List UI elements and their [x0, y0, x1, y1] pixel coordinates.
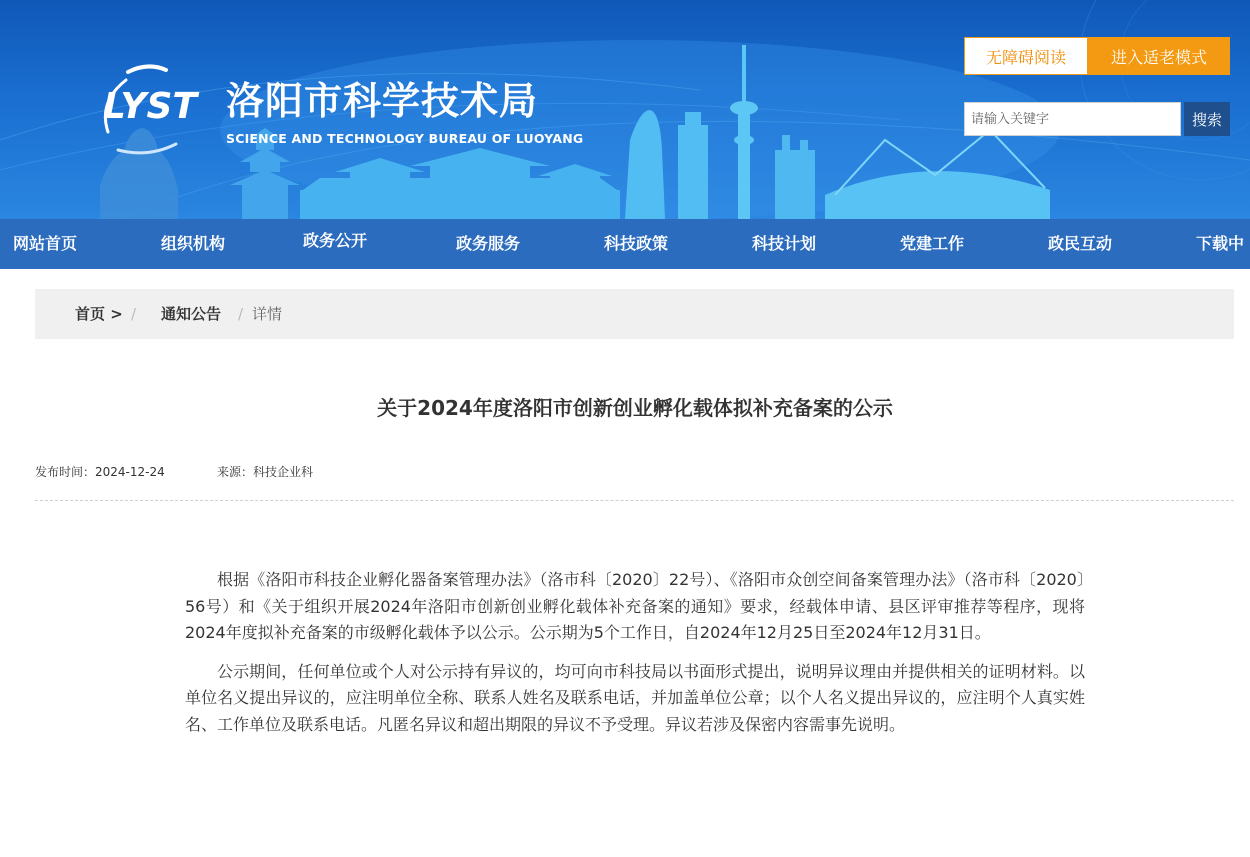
nav-item-gov-services[interactable]: 政务服务	[456, 234, 521, 253]
publish-time: 发布时间：2024-12-24	[35, 465, 165, 479]
breadcrumb	[35, 289, 1234, 339]
nav-item-policy[interactable]: 科技政策	[604, 234, 669, 253]
search-input[interactable]	[964, 102, 1181, 136]
top-buttons	[964, 37, 1230, 75]
svg-text:LYST: LYST	[103, 86, 197, 127]
lyst-logo	[88, 62, 213, 162]
accessibility-reading-button[interactable]: 无障碍阅读	[964, 37, 1088, 75]
article-source: 来源：科技企业科	[217, 465, 314, 479]
nav-item-downloads[interactable]: 下载中	[1196, 234, 1245, 253]
article-paragraph: 根据《洛阳市科技企业孵化器备案管理办法》（洛市科〔2020〕22号）、《洛阳市众创空间备案管理办法》（洛市科〔2020〕56号）和《关于组织开展2024年洛阳市创新创业孵化载体补充备案的通知》要求，经载体申请、县区评审推荐等程序，现将2024年度拟补充备案的市级孵化载体予以公示。公示期为5个工作日，自2024年12月25日至2024年12月31日。	[185, 570, 1085, 642]
article-paragraph: 公示期间，任何单位或个人对公示持有异议的，均可向市科技局以书面形式提出，说明异议理由并提供相关的证明材料。以单位名义提出异议的，应注明单位全称、联系人姓名及联系电话，并加盖单位公章；以个人名义提出异议的，应注明个人真实姓名、工作单位及联系电话。凡匿名异议和超出期限的异议不予受理。异议若涉及保密内容需事先说明。	[185, 661, 1085, 734]
nav-item-home[interactable]: 网站首页	[13, 234, 78, 253]
nav-item-gov-affairs[interactable]: 政务公开	[303, 231, 368, 250]
search-button[interactable]: 搜索	[1184, 102, 1230, 136]
breadcrumb-separator: /	[238, 305, 244, 323]
nav-item-party[interactable]: 党建工作	[900, 234, 965, 253]
divider	[35, 500, 1234, 501]
nav-item-organization[interactable]: 组织机构	[161, 234, 226, 253]
elder-mode-button[interactable]: 进入适老模式	[1088, 37, 1230, 75]
main-nav	[0, 219, 1250, 269]
nav-item-interaction[interactable]: 政民互动	[1048, 234, 1113, 253]
breadcrumb-notices[interactable]: 通知公告	[161, 305, 222, 323]
breadcrumb-current: 详情	[252, 305, 283, 323]
nav-item-plans[interactable]: 科技计划	[752, 234, 817, 253]
breadcrumb-separator: /	[131, 305, 137, 323]
site-subtitle: SCIENCE AND TECHNOLOGY BUREAU OF LUOYANG	[226, 131, 584, 146]
header-banner	[0, 0, 1250, 219]
article-body	[185, 567, 1085, 750]
site-title: 洛阳市科学技术局	[226, 79, 539, 123]
breadcrumb-home[interactable]: 首页 >	[75, 305, 123, 323]
article-title: 关于2024年度洛阳市创新创业孵化载体拟补充备案的公示	[377, 396, 893, 420]
